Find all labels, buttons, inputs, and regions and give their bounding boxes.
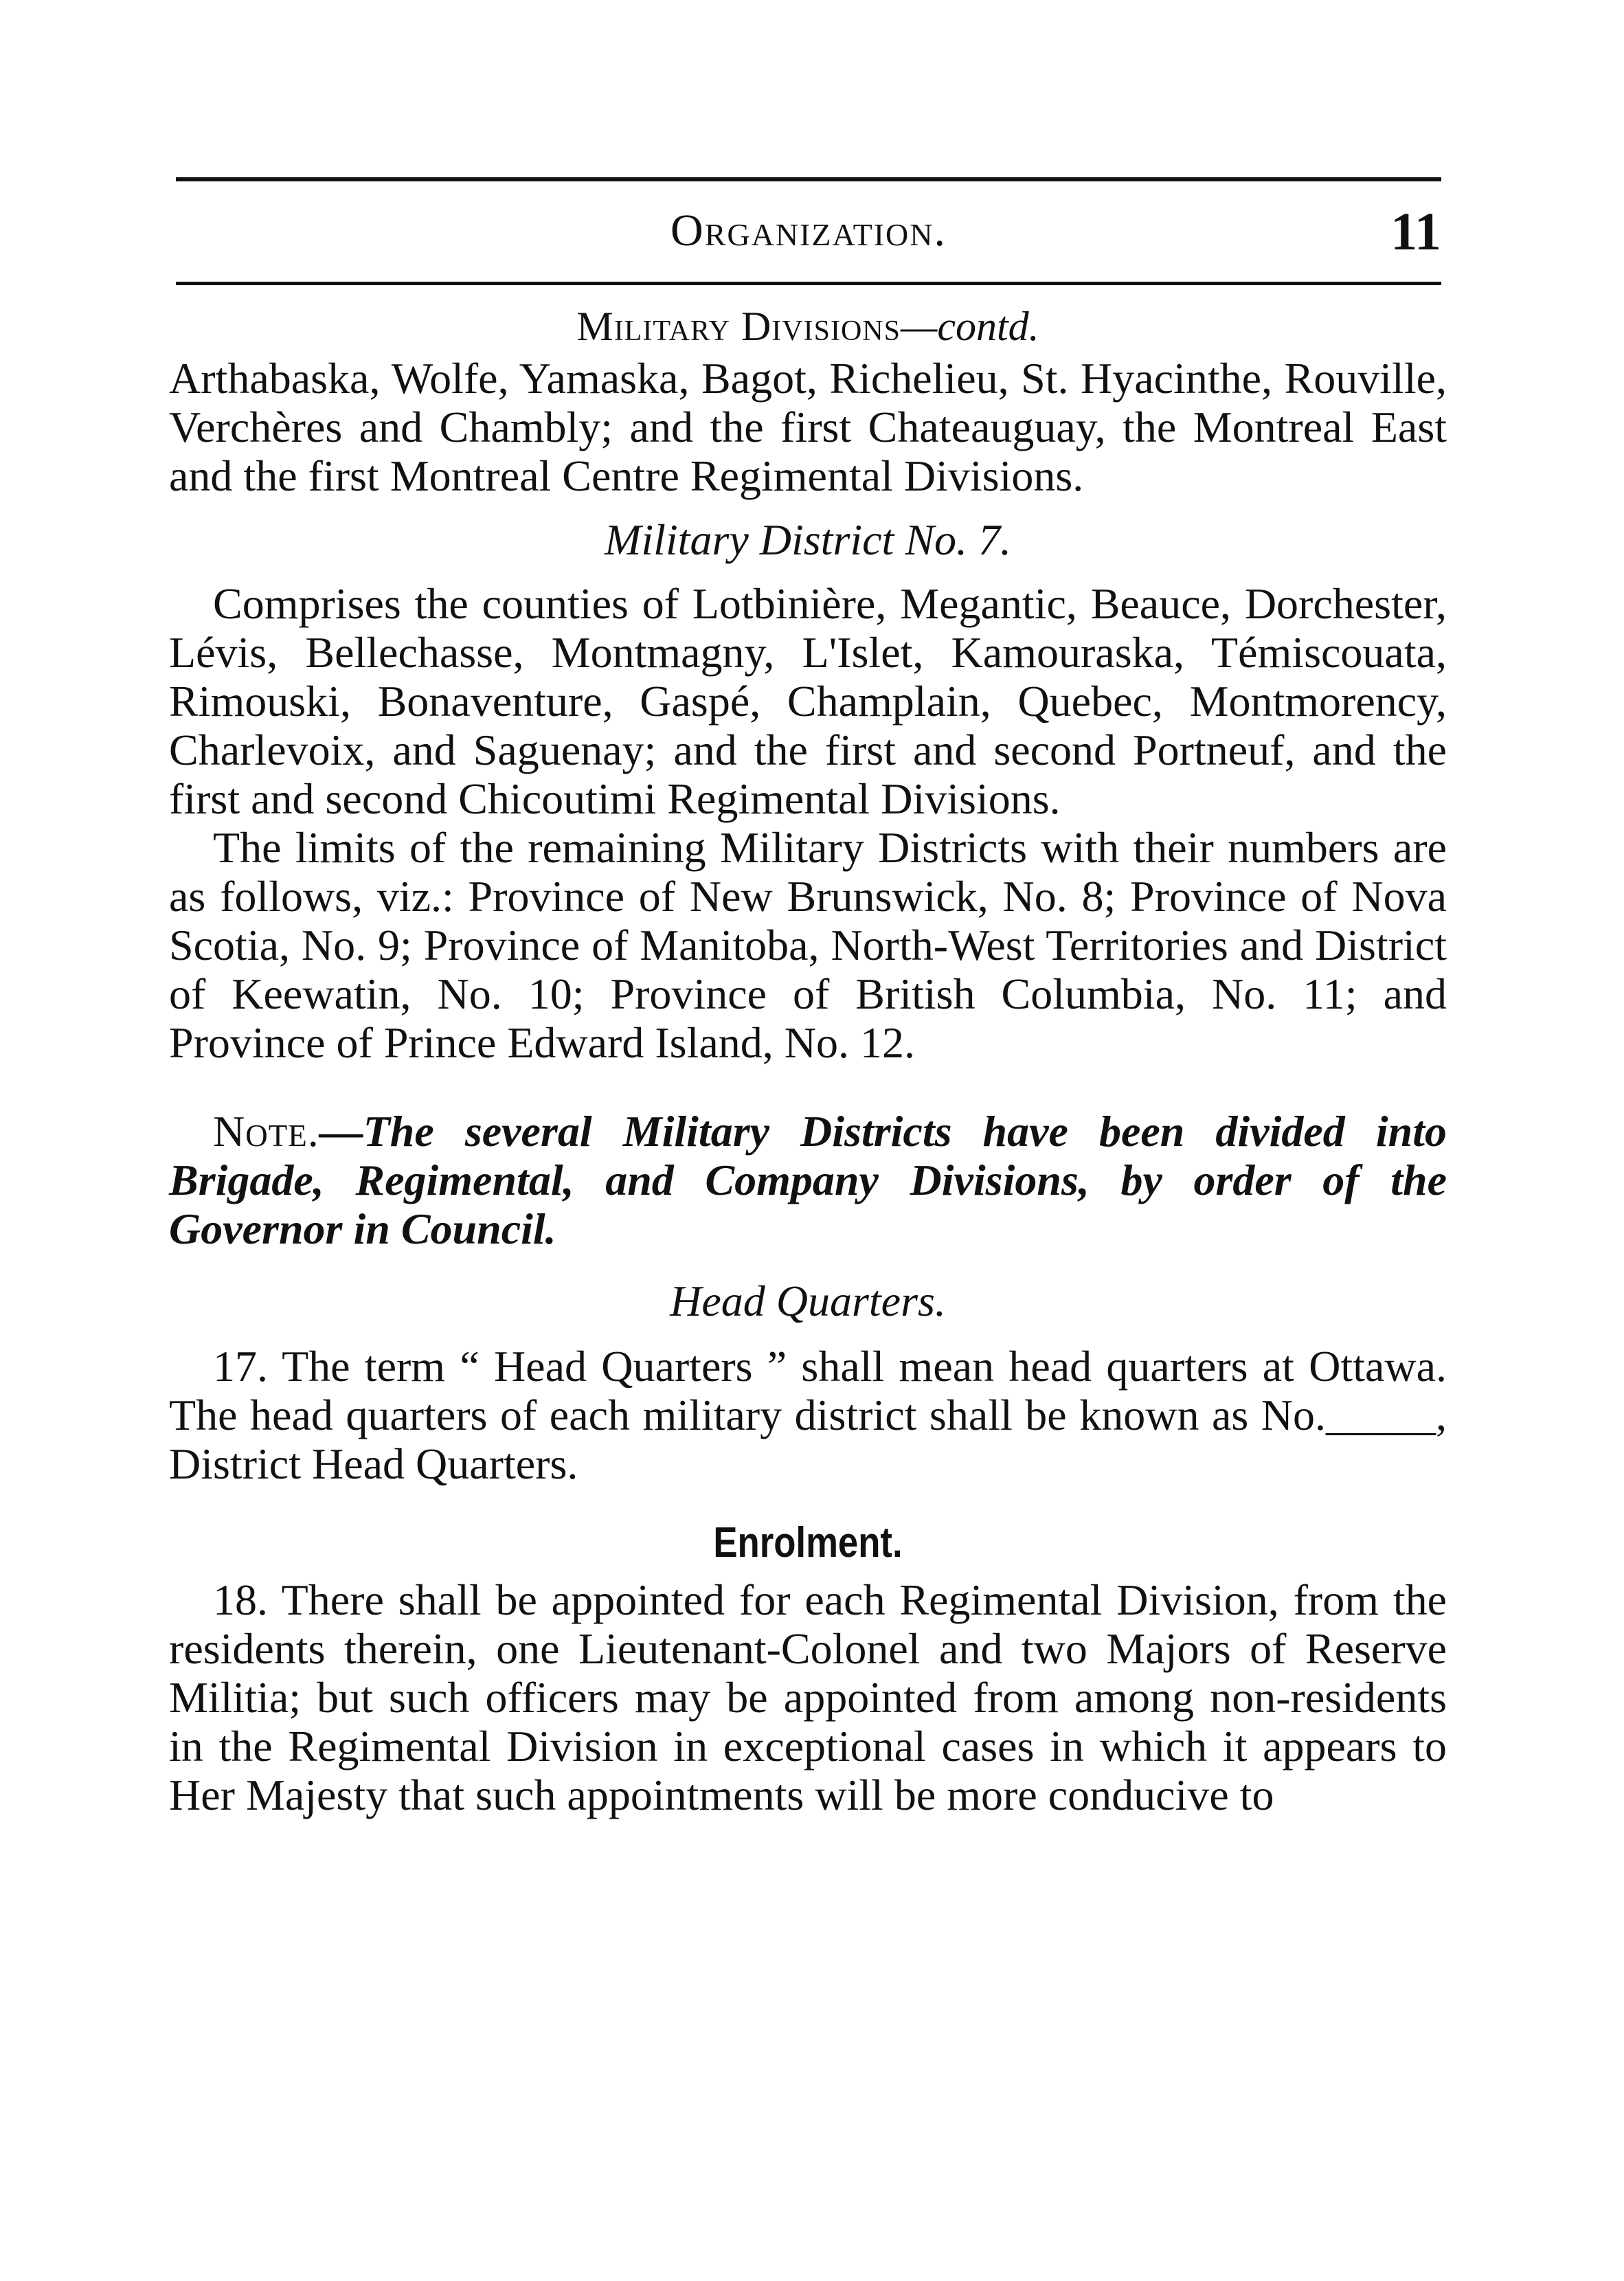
- header-top-rule: [176, 177, 1441, 181]
- page-body: [169, 302, 1447, 1819]
- paragraph-section-18: 18. There shall be appointed for each Regimental Division, from the residents therein, one Lieutenant-Colonel and two Majors of Reserve Militia; but such officers may be appointed from among non-residents in the Regimental Division in exceptional cases in which it appears to Her Majesty that such appointments will be more conducive to: [169, 1575, 1447, 1819]
- note-text: —The several Military Districts have been divided into Brigade, Regimental, and Company Divisions, by order of the Governor in Council.: [169, 1107, 1447, 1253]
- header-bottom-rule: [176, 282, 1441, 285]
- page-title: Organization.: [670, 205, 947, 256]
- section-heading-military-district-7: Military District No. 7.: [605, 515, 1011, 564]
- running-head: [169, 302, 1447, 351]
- running-head-suffix: —contd.: [900, 304, 1039, 349]
- page-number: 11: [1390, 201, 1441, 261]
- paragraph-remaining-districts: The limits of the remaining Military Districts with their numbers are as follows, viz.: Province of New Brunswick, No. 8; Province of Nova Scotia, No. 9; Province of Manitoba, North-West Territories and District of Keewatin, No. 10; Province of British Columbia, No. 11; and Province of Prince Edward Island, No. 12.: [169, 823, 1447, 1067]
- paragraph-district-7-counties: Comprises the counties of Lotbinière, Megantic, Beauce, Dorchester, Lévis, Bellechasse, Montmagny, L'Islet, Kamouraska, Témiscouata, Rimouski, Bonaventure, Gaspé, Champlain, Quebec, Montmorency, Charlevoix, and Saguenay; and the first and second Portneuf, and the first and second Chicoutimi Regimental Divisions.: [169, 579, 1447, 823]
- section-heading-head-quarters: Head Quarters.: [670, 1277, 946, 1325]
- running-head-label: Military Divisions: [576, 304, 901, 349]
- page-header: [176, 199, 1441, 261]
- paragraph-divisions-list: Arthabaska, Wolfe, Yamaska, Bagot, Richelieu, St. Hyacinthe, Rouville, Verchères and Chambly; and the first Chateauguay, the Montreal East and the first Montreal Centre Regimental Divisions.: [169, 354, 1447, 500]
- note-paragraph: [169, 1107, 1447, 1253]
- section-heading-enrolment: Enrolment.: [713, 1519, 903, 1566]
- paragraph-section-17: 17. The term “ Head Quarters ” shall mean head quarters at Ottawa. The head quarters of each military district shall be known as No._____, District Head Quarters.: [169, 1342, 1447, 1488]
- note-label: Note.: [213, 1107, 319, 1156]
